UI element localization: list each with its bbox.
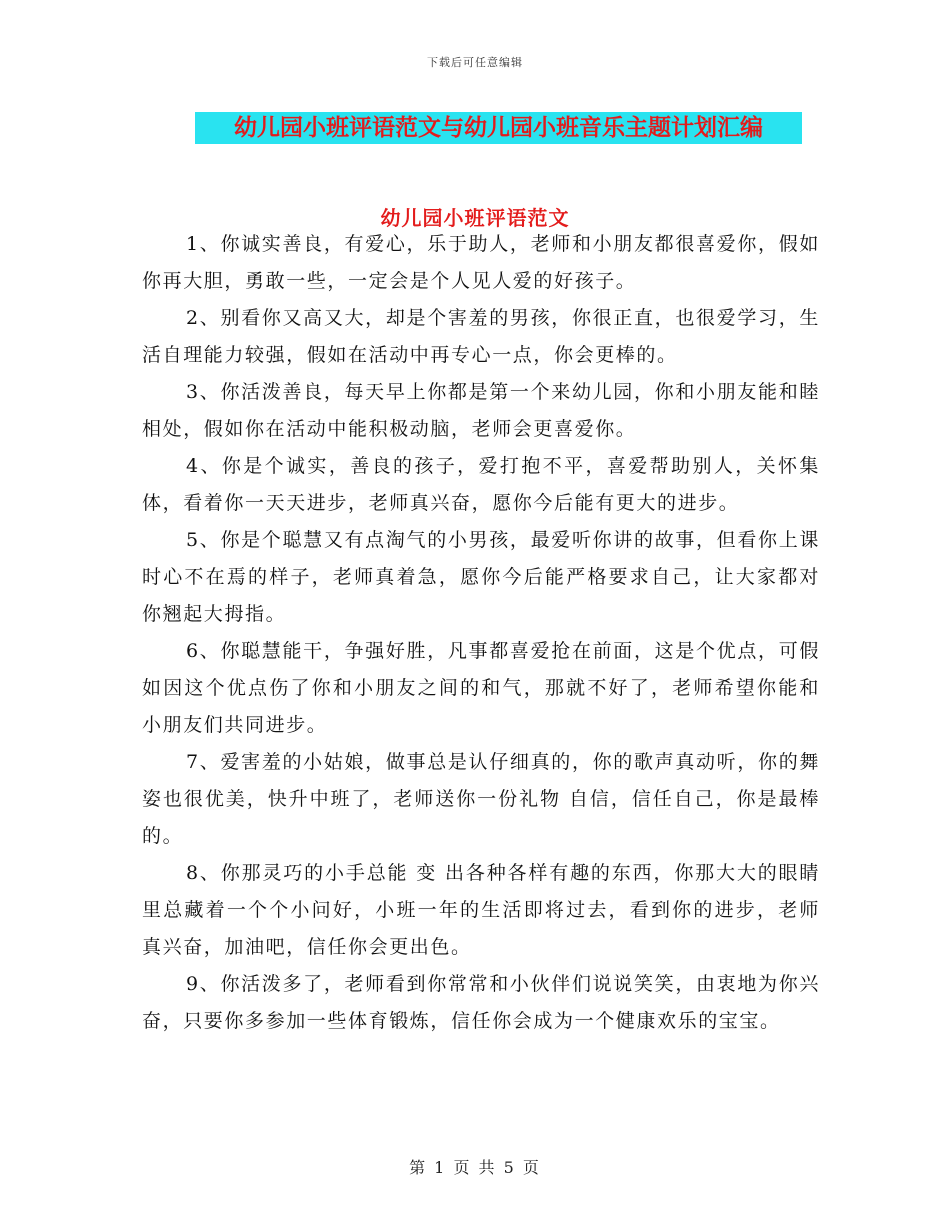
paragraph-9: 9、你活泼多了，老师看到你常常和小伙伴们说说笑笑，由衷地为你兴奋，只要你多参加一些体育锻炼，信任你会成为一个健康欢乐的宝宝。: [142, 973, 820, 1032]
paragraph-8: 8、你那灵巧的小手总能 变 出各种各样有趣的东西，你那大大的眼睛里总藏着一个个小问好，小班一年的生活即将过去，看到你的进步，老师真兴奋，加油吧，信任你会更出色。: [142, 862, 820, 958]
paragraph-5: 5、你是个聪慧又有点淘气的小男孩，最爱听你讲的故事，但看你上课时心不在焉的样子，老师真着急，愿你今后能严格要求自己，让大家都对你翘起大拇指。: [142, 529, 820, 625]
header-note: 下载后可任意编辑: [427, 56, 523, 69]
paragraph-3: 3、你活泼善良，每天早上你都是第一个来幼儿园，你和小朋友能和睦相处，假如你在活动中能积极动脑，老师会更喜爱你。: [142, 381, 820, 440]
section-title: 幼儿园小班评语范文: [380, 206, 570, 230]
paragraph-2: 2、别看你又高又大，却是个害羞的男孩，你很正直，也很爱学习，生活自理能力较强，假如在活动中再专心一点，你会更棒的。: [142, 307, 820, 366]
paragraph-7: 7、爱害羞的小姑娘，做事总是认仔细真的，你的歌声真动听，你的舞姿也很优美，快升中班了，老师送你一份礼物 自信，信任自己，你是最棒的。: [142, 751, 820, 847]
paragraph-6: 6、你聪慧能干，争强好胜，凡事都喜爱抢在前面，这是个优点，可假如因这个优点伤了你和小朋友之间的和气，那就不好了，老师希望你能和小朋友们共同进步。: [142, 640, 820, 736]
paragraph-1: 1、你诚实善良，有爱心，乐于助人，老师和小朋友都很喜爱你，假如你再大胆，勇敢一些，一定会是个人见人爱的好孩子。: [142, 233, 820, 292]
document-title: 幼儿园小班评语范文与幼儿园小班音乐主题计划汇编: [195, 112, 802, 144]
page-number-footer: 第 1 页 共 5 页: [409, 1158, 541, 1177]
paragraph-4: 4、你是个诚实，善良的孩子，爱打抱不平，喜爱帮助别人，关怀集体，看着你一天天进步，老师真兴奋，愿你今后能有更大的进步。: [142, 455, 820, 514]
document-body: [142, 226, 820, 1040]
